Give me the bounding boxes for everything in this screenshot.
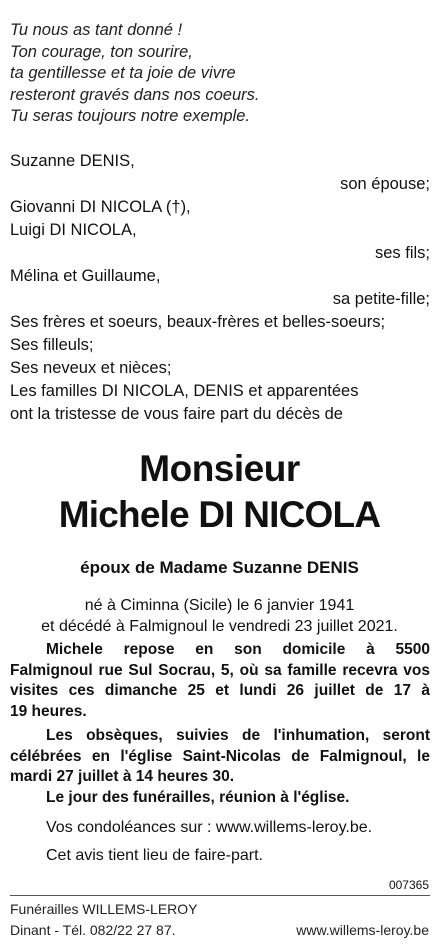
funeral-paragraph bbox=[10, 726, 430, 788]
rest-line: visites ces dimanche 25 et lundi 26 juillet de 17 à bbox=[10, 682, 430, 699]
announcement-line: ont la tristesse de vous faire part du décès de bbox=[10, 405, 343, 423]
funeral-line: Les obsèques, suivies de l'inhumation, seront bbox=[46, 727, 430, 744]
poem-line: Ton courage, ton sourire, bbox=[10, 42, 193, 61]
birth-death-info bbox=[0, 595, 439, 637]
family-line: Ses filleuls; bbox=[10, 336, 94, 354]
family-list bbox=[10, 150, 430, 426]
rest-paragraph bbox=[10, 640, 430, 722]
rest-line: Michele repose en son domicile à 5500 bbox=[46, 641, 430, 658]
poem-line: resteront gravés dans nos coeurs. bbox=[10, 85, 260, 104]
funeral-line: mardi 27 juillet à 14 heures 30. bbox=[10, 768, 235, 785]
poem-line: Tu nous as tant donné ! bbox=[10, 21, 183, 39]
deceased-name: Michele DI NICOLA bbox=[58, 494, 381, 535]
condolences-line: Vos condoléances sur : www.willems-leroy.be. bbox=[46, 819, 373, 836]
rest-line: Falmignoul rue Sul Socrau, 5, où sa famille recevra vos bbox=[10, 661, 430, 679]
rest-line: 19 heures. bbox=[10, 702, 87, 720]
family-relation: sa petite-fille; bbox=[332, 290, 430, 308]
funeral-home-contact: Dinant - Tél. 082/22 27 87. bbox=[10, 922, 176, 938]
family-line: Giovanni DI NICOLA (†), bbox=[10, 198, 191, 216]
family-line: Ses frères et soeurs, beaux-frères et belles-soeurs; bbox=[10, 313, 386, 331]
funeral-line: célébrées en l'église Saint-Nicolas de Falmignoul, le bbox=[10, 747, 430, 765]
death-line: et décédé à Falmignoul le vendredi 23 juillet 2021. bbox=[41, 618, 398, 635]
reference-number: 007365 bbox=[388, 878, 429, 892]
funeral-home-website: www.willems-leroy.be bbox=[296, 922, 429, 938]
deceased-title: Monsieur bbox=[139, 448, 300, 489]
poem bbox=[10, 20, 430, 128]
family-relation: son épouse; bbox=[340, 175, 430, 193]
spouse-line: époux de Madame Suzanne DENIS bbox=[80, 558, 359, 577]
notice-line: Cet avis tient lieu de faire-part. bbox=[46, 847, 263, 864]
family-line: Luigi DI NICOLA, bbox=[10, 221, 137, 239]
family-line: Mélina et Guillaume, bbox=[10, 267, 161, 285]
poem-line: ta gentillesse et ta joie de vivre bbox=[10, 64, 236, 82]
family-line: Ses neveux et nièces; bbox=[10, 359, 172, 377]
footer-divider bbox=[10, 895, 430, 896]
family-line: Les familles DI NICOLA, DENIS et apparentées bbox=[10, 382, 359, 400]
birth-line: né à Ciminna (Sicile) le 6 janvier 1941 bbox=[84, 597, 355, 614]
poem-line: Tu seras toujours notre exemple. bbox=[10, 107, 250, 125]
family-line: Suzanne DENIS, bbox=[10, 152, 135, 170]
meeting-line: Le jour des funérailles, réunion à l'église. bbox=[46, 789, 350, 806]
family-relation: ses fils; bbox=[374, 244, 430, 262]
funeral-home-name: Funérailles WILLEMS-LEROY bbox=[10, 901, 198, 917]
